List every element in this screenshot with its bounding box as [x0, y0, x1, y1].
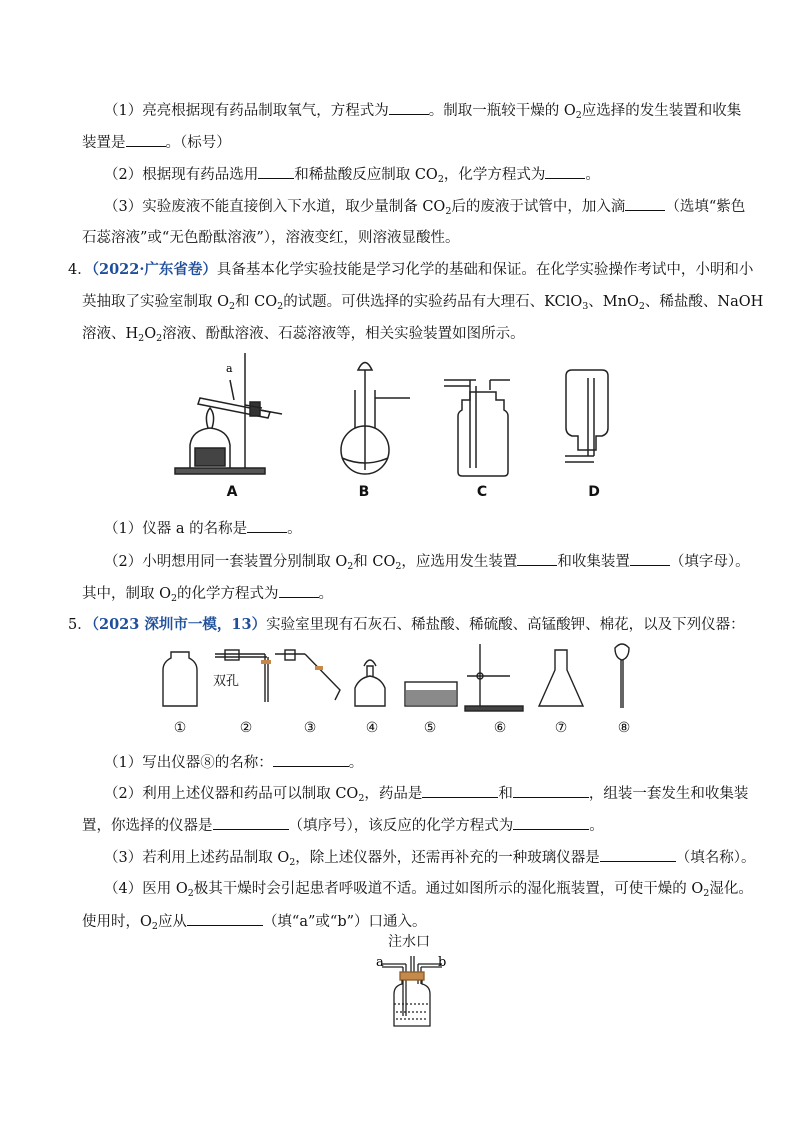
label-a: a [226, 362, 233, 375]
q5-part4-line2: 使用时，$O_2$应从 （填“a”或“b”）口通入。 [82, 911, 427, 932]
instrument-4 [355, 676, 385, 706]
answer-blank[interactable] [213, 815, 289, 830]
port-b-label: b [438, 955, 447, 970]
q4-stem-line2: 英抽取了实验室制取 $O_2$和 $CO_2$的试题。可供选择的实验药品有大理石、KClO$_3$、MnO$_2$、稀盐酸、NaOH [82, 294, 764, 312]
q4-part2-line2: 其中，制取 $O_2$的化学方程式为 。 [82, 583, 333, 604]
q3-part1-line2: 装置是 。（标号） [82, 132, 231, 153]
answer-blank[interactable] [630, 551, 670, 566]
fig-label-A: A [226, 484, 238, 500]
question-source: （2022·广东省卷） [91, 261, 217, 278]
q5-part2-line1: （2）利用上述仪器和药品可以制取 $CO_2$，药品是 和 ，组装一套发生和收集装 [104, 783, 748, 804]
q5-part1: （1）写出仪器⑧的名称： 。 [104, 752, 363, 773]
q4-part2-line1: （2）小明想用同一套装置分别制取 $O_2$和 $CO_2$，应选用发生装置 和收集装置 （填字母）。 [104, 551, 750, 572]
answer-blank[interactable] [126, 132, 166, 147]
num-1: ① [173, 720, 187, 736]
q4-stem-line1: 4．（2022·广东省卷）具备基本化学实验技能是学习化学的基础和保证。在化学实验操作考试中，小明和小 [68, 261, 754, 278]
fig-label-D: D [588, 484, 600, 500]
instrument-7 [539, 650, 583, 706]
answer-blank[interactable] [600, 847, 676, 862]
q4-stem-line3: 溶液、$H_2O_2$溶液、酚酞溶液、石蕊溶液等，相关实验装置如图所示。 [82, 326, 525, 344]
port-a-label: a [376, 955, 384, 970]
q3-part3-line1: （3）实验废液不能直接倒入下水道，取少量制备 $CO_2$后的废液于试管中，加入滴 （选填“紫色 [104, 196, 745, 217]
answer-blank[interactable] [273, 752, 349, 767]
instrument-3 [285, 650, 295, 660]
answer-blank[interactable] [187, 911, 263, 926]
num-7: ⑦ [554, 720, 568, 736]
humidifier-bottle-figure [372, 952, 452, 1030]
label-shuangkong: 双孔 [213, 674, 240, 689]
fig-label-B: B [358, 484, 370, 500]
q4-apparatus-figure [170, 350, 630, 505]
num-6: ⑥ [493, 720, 507, 736]
answer-blank[interactable] [513, 815, 589, 830]
q4-part1: （1）仪器 a 的名称是 。 [104, 518, 302, 539]
funnel [358, 363, 372, 371]
num-3: ③ [303, 720, 317, 736]
instrument-2 [225, 650, 239, 660]
num-4: ④ [365, 720, 379, 736]
q5-part2-line2: 置，你选择的仪器是 （填序号），该反应的化学方程式为 。 [82, 815, 604, 836]
fig-label-C: C [476, 484, 488, 500]
question-source: （2023 深圳市一模，13） [91, 616, 267, 633]
q3-part2: （2）根据现有药品选用 和稀盐酸反应制取 $CO_2$，化学方程式为 。 [104, 164, 600, 185]
answer-blank[interactable] [389, 100, 429, 115]
num-8: ⑧ [617, 720, 631, 736]
instrument-1 [163, 652, 197, 706]
q5-part3: （3）若利用上述药品制取 $O_2$，除上述仪器外，还需再补充的一种玻璃仪器是 （填名称）。 [104, 847, 756, 868]
answer-blank[interactable] [545, 164, 585, 179]
answer-blank[interactable] [247, 518, 287, 533]
q5-part4-line1: （4）医用 $O_2$极其干燥时会引起患者呼吸道不适。通过如图所示的湿化瓶装置，可使干燥的 $O_2$湿化。 [104, 881, 753, 899]
q5-stem: 5．（2023 深圳市一模，13）实验室里现有石灰石、稀盐酸、稀硫酸、高锰酸钾、棉花，以及下列仪器： [68, 616, 745, 633]
answer-blank[interactable] [513, 783, 589, 798]
bottle-c [458, 392, 508, 476]
q3-part1-line1: （1）亮亮根据现有药品制取氧气，方程式为 。制取一瓶较干燥的 $O_2$应选择的发生装置和收集 [104, 100, 741, 121]
num-5: ⑤ [423, 720, 437, 736]
answer-blank[interactable] [422, 783, 498, 798]
bottle-d [566, 370, 608, 450]
num-2: ② [239, 720, 253, 736]
answer-blank[interactable] [625, 196, 665, 211]
stand-base [175, 468, 265, 474]
q3-part3-line2: 石蕊溶液”或“无色酚酞溶液”），溶液变红，则溶液显酸性。 [82, 230, 460, 246]
instrument-8 [615, 644, 629, 660]
answer-blank[interactable] [279, 583, 319, 598]
answer-blank[interactable] [258, 164, 294, 179]
answer-blank[interactable] [517, 551, 557, 566]
fig-title-zhushuikou: 注水口 [388, 934, 430, 950]
